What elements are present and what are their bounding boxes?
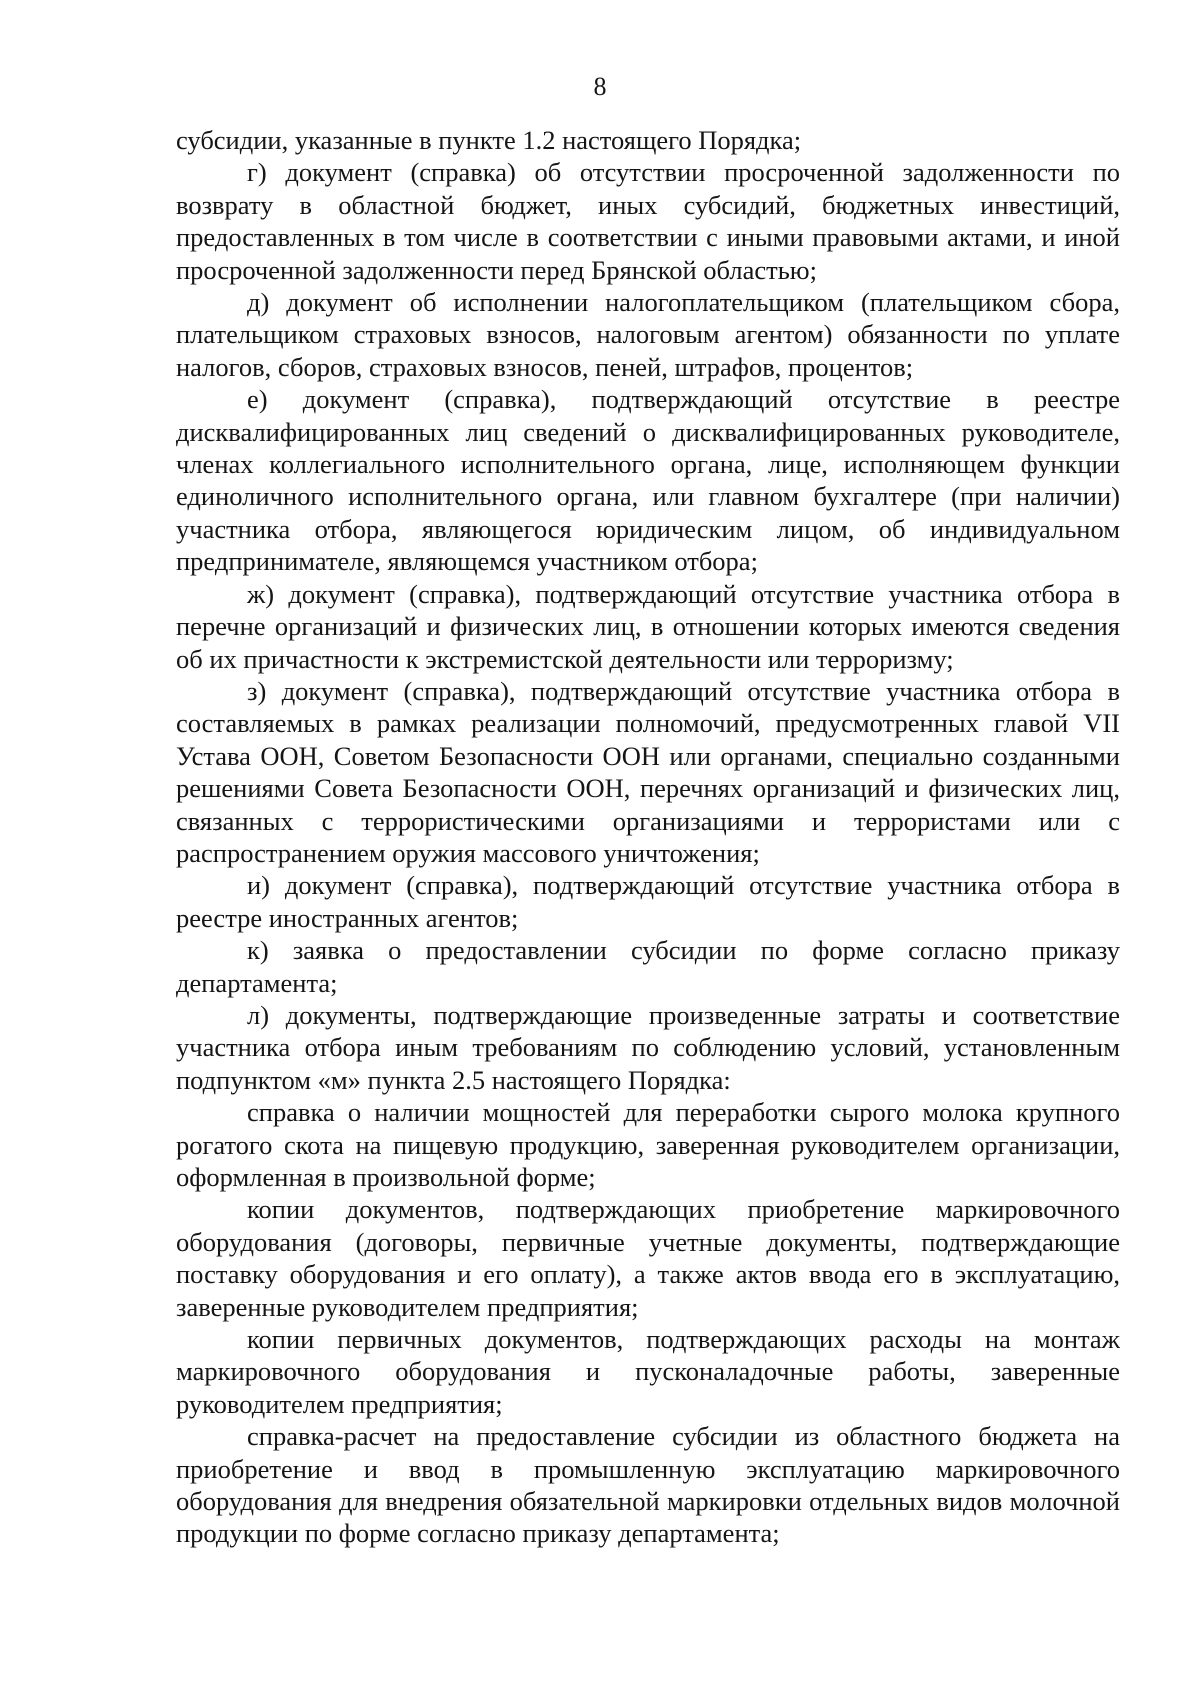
- paragraph-item-i: и) документ (справка), подтверждающий отсутствие участника отбора в реестре иностранных агентов;: [176, 870, 1120, 933]
- paragraph-item-k: к) заявка о предоставлении субсидии по форме согласно приказу департамента;: [176, 935, 1120, 998]
- paragraph-item-e: е) документ (справка), подтверждающий отсутствие в реестре дисквалифицированных лиц сведений о дисквалифицированных руководителе, членах коллегиального исполнительного органа, лице, исполняющем функции единоличного исполнительного органа, или главном бухгалтере (при наличии) участника отбора, являющегося юридическим лицом, об индивидуальном предпринимателе, являющемся участником отбора;: [176, 384, 1120, 577]
- paragraph-subsidy-calculation: справка-расчет на предоставление субсидии из областного бюджета на приобретение и ввод в промышленную эксплуатацию маркировочного оборудования для внедрения обязательной маркировки отдельных видов молочной продукции по форме согласно приказу департамента;: [176, 1421, 1120, 1549]
- document-body: [176, 124, 1120, 1550]
- paragraph-continuation: субсидии, указанные в пункте 1.2 настоящего Порядка;: [176, 125, 802, 155]
- paragraph-equipment-purchase-copies: копии документов, подтверждающих приобретение маркировочного оборудования (договоры, первичные учетные документы, подтверждающие поставку оборудования и его оплату), а также актов ввода его в эксплуатацию, заверенные руководителем предприятия;: [176, 1194, 1120, 1322]
- paragraph-item-zh: ж) документ (справка), подтверждающий отсутствие участника отбора в перечне организаций и физических лиц, в отношении которых имеются сведения об их причастности к экстремистской деятельности или терроризму;: [176, 578, 1120, 674]
- paragraph-item-l: л) документы, подтверждающие произведенные затраты и соответствие участника отбора иным требованиям по соблюдению условий, установленным подпунктом «м» пункта 2.5 настоящего Порядка:: [176, 999, 1120, 1095]
- paragraph-installation-copies: копии первичных документов, подтверждающих расходы на монтаж маркировочного оборудования и пусконаладочные работы, заверенные руководителем предприятия;: [176, 1324, 1120, 1419]
- paragraph-item-g: г) документ (справка) об отсутствии просроченной задолженности по возврату в областной бюджет, иных субсидий, бюджетных инвестиций, предоставленных в том числе в соответствии с иными правовыми актами, и иной просроченной задолженности перед Брянской областью;: [176, 157, 1120, 285]
- page-number: 8: [593, 72, 607, 101]
- paragraph-item-z: з) документ (справка), подтверждающий отсутствие участника отбора в составляемых в рамках реализации полномочий, предусмотренных главой VII Устава ООН, Советом Безопасности ООН или органами, специально созданными решениями Совета Безопасности ООН, перечнях организаций и физических лиц, связанных с террористическими организациями и террористами или с распространением оружия массового уничтожения;: [176, 675, 1120, 868]
- paragraph-item-d: д) документ об исполнении налогоплательщиком (плательщиком сбора, плательщиком страховых взносов, налоговым агентом) обязанности по уплате налогов, сборов, страховых взносов, пеней, штрафов, процентов;: [176, 287, 1120, 382]
- paragraph-capacity-certificate: справка о наличии мощностей для переработки сырого молока крупного рогатого скота на пищевую продукцию, заверенная руководителем организации, оформленная в произвольной форме;: [176, 1097, 1120, 1192]
